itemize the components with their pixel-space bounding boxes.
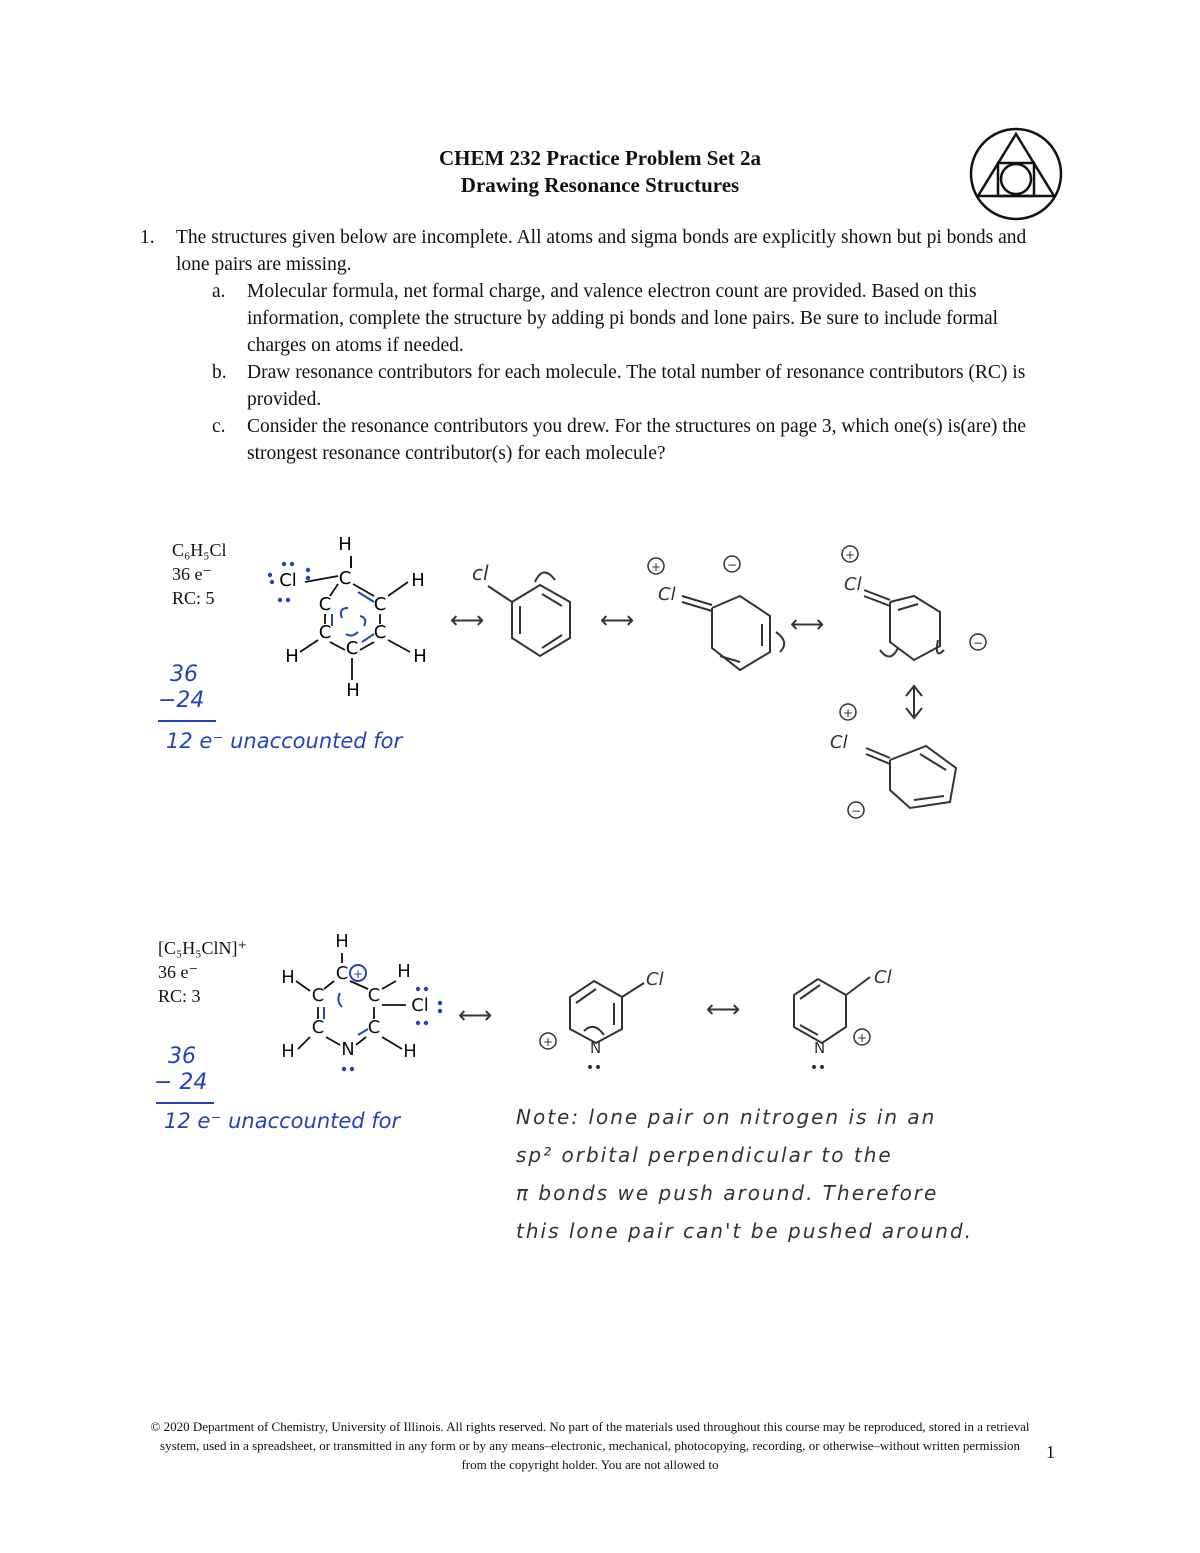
work-line1: 36 bbox=[168, 1044, 196, 1069]
molecule1-electrons: 36 e⁻ bbox=[172, 564, 212, 584]
item-label: c. bbox=[212, 416, 226, 437]
molecule2-resonance-drawing bbox=[270, 925, 930, 1085]
work-line2: −24 bbox=[158, 688, 205, 713]
work-divider bbox=[156, 1102, 214, 1104]
molecule1-info bbox=[172, 538, 227, 610]
atom-cl: Cl bbox=[874, 967, 892, 988]
item-text: Draw resonance contributors for each molecule. The total number of resonance contributors (RC) is provided. bbox=[247, 362, 1026, 410]
resonance-arrow: ⟷ bbox=[790, 610, 825, 638]
molecule2-rc: RC: 3 bbox=[158, 986, 201, 1006]
work-result: 12 e⁻ unaccounted for bbox=[166, 729, 403, 753]
atom-h: H bbox=[281, 967, 295, 988]
resonance-arrow: ⟷ bbox=[706, 995, 741, 1023]
atom-c: C bbox=[311, 1017, 325, 1038]
chloropyridinium-structure bbox=[281, 931, 429, 1062]
department-logo-icon bbox=[968, 126, 1064, 222]
resonance-contributor-2 bbox=[682, 596, 784, 670]
atom-cl: cl bbox=[472, 561, 489, 585]
atom-h: H bbox=[285, 646, 299, 667]
atom-c: C bbox=[367, 985, 381, 1006]
note-line: Note: lone pair on nitrogen is in an bbox=[516, 1105, 937, 1129]
work-result: 12 e⁻ unaccounted for bbox=[164, 1109, 401, 1133]
item-text: Consider the resonance contributors you drew. For the structures on page 3, which one(s) is(are) the strongest resonance contributor(s) for each molecule? bbox=[247, 416, 1027, 464]
atom-cl: Cl bbox=[646, 969, 664, 990]
molecule2-electrons: 36 e⁻ bbox=[158, 962, 198, 982]
resonance-arrow: ⟷ bbox=[450, 606, 485, 634]
atom-c: C bbox=[345, 638, 359, 659]
work-divider bbox=[158, 720, 216, 722]
item-label: a. bbox=[212, 281, 226, 302]
atom-c: C bbox=[335, 963, 349, 984]
note-line: this lone pair can't be pushed around. bbox=[516, 1219, 973, 1243]
molecule1-resonance-drawing bbox=[250, 520, 1010, 850]
atom-h: H bbox=[338, 534, 352, 555]
atom-n: N bbox=[341, 1039, 355, 1060]
resonance-arrows bbox=[450, 606, 824, 638]
atom-cl: Cl bbox=[279, 570, 297, 591]
atom-cl: Cl bbox=[411, 995, 429, 1016]
atom-h: H bbox=[411, 570, 425, 591]
page-title: CHEM 232 Practice Problem Set 2a bbox=[438, 146, 762, 170]
atom-cl: Cl bbox=[658, 584, 676, 605]
atom-h: H bbox=[346, 680, 360, 701]
plus-charge: + bbox=[842, 706, 854, 720]
work-line2: − 24 bbox=[154, 1070, 208, 1095]
atom-c: C bbox=[311, 985, 325, 1006]
resonance-arrow: ⟷ bbox=[600, 606, 635, 634]
atom-c: C bbox=[373, 622, 387, 643]
resonance-contributor-3 bbox=[864, 590, 944, 660]
molecule2-formula: [C₅H₅ClN]⁺ bbox=[158, 938, 248, 958]
atom-c: C bbox=[338, 568, 352, 589]
question-number: 1. bbox=[140, 227, 155, 248]
molecule2-info bbox=[158, 936, 247, 1008]
atom-c: C bbox=[367, 1017, 381, 1038]
item-text: Molecular formula, net formal charge, and valence electron count are provided. Based on this information, complete the structure by adding pi bonds and lone pairs. Be sure to include formal charges on atoms if needed. bbox=[247, 281, 999, 356]
vertical-resonance-arrow bbox=[906, 686, 922, 718]
atom-cl: Cl bbox=[830, 732, 848, 753]
minus-charge: − bbox=[850, 804, 862, 818]
plus-charge: + bbox=[856, 1031, 868, 1045]
note-line: π bonds we push around. Therefore bbox=[516, 1181, 939, 1205]
plus-charge: + bbox=[844, 548, 856, 562]
plus-charge: + bbox=[542, 1035, 554, 1049]
atom-c: C bbox=[373, 594, 387, 615]
resonance-contributor-1 bbox=[488, 572, 570, 656]
atom-h: H bbox=[281, 1041, 295, 1062]
note-line: sp² orbital perpendicular to the bbox=[516, 1143, 893, 1167]
atom-h: H bbox=[413, 646, 427, 667]
resonance-arrows bbox=[458, 995, 740, 1029]
resonance-arrow: ⟷ bbox=[458, 1001, 493, 1029]
resonance-contributor-2 bbox=[570, 981, 644, 1043]
plus-charge: + bbox=[352, 967, 364, 981]
atom-c: C bbox=[318, 622, 332, 643]
handwritten-note bbox=[516, 1098, 1076, 1250]
atom-h: H bbox=[397, 961, 411, 982]
atom-n: N bbox=[590, 1039, 602, 1057]
copyright-footer: © 2020 Department of Chemistry, University of Illinois. All rights reserved. No part of the materials used throughout this course may be reproduced, stored in a retrieval system, used in a spreadsheet, or transmitted in any form or by any means–electronic, mechanical, photocopying, recording, or otherwise–without written permission from the copyright holder. You are not allowed to bbox=[150, 1419, 1030, 1472]
atom-n: N bbox=[814, 1039, 826, 1057]
item-label: b. bbox=[212, 362, 227, 383]
page-number: 1 bbox=[1046, 1442, 1055, 1462]
minus-charge: − bbox=[726, 558, 738, 572]
question-text: The structures given below are incomplete. All atoms and sigma bonds are explicitly shown but pi bonds and lone pairs are missing. bbox=[176, 227, 1027, 275]
atom-h: H bbox=[335, 931, 349, 952]
molecule1-rc: RC: 5 bbox=[172, 588, 215, 608]
minus-charge: − bbox=[972, 636, 984, 650]
work-line1: 36 bbox=[170, 662, 198, 687]
chlorobenzene-structure bbox=[268, 534, 427, 701]
plus-charge: + bbox=[650, 560, 662, 574]
atom-h: H bbox=[403, 1041, 417, 1062]
page-subtitle: Drawing Resonance Structures bbox=[460, 173, 740, 197]
atom-c: C bbox=[318, 594, 332, 615]
resonance-contributor-4 bbox=[866, 746, 956, 808]
molecule1-formula: C₆H₅Cl bbox=[172, 540, 227, 560]
atom-cl: Cl bbox=[844, 574, 862, 595]
